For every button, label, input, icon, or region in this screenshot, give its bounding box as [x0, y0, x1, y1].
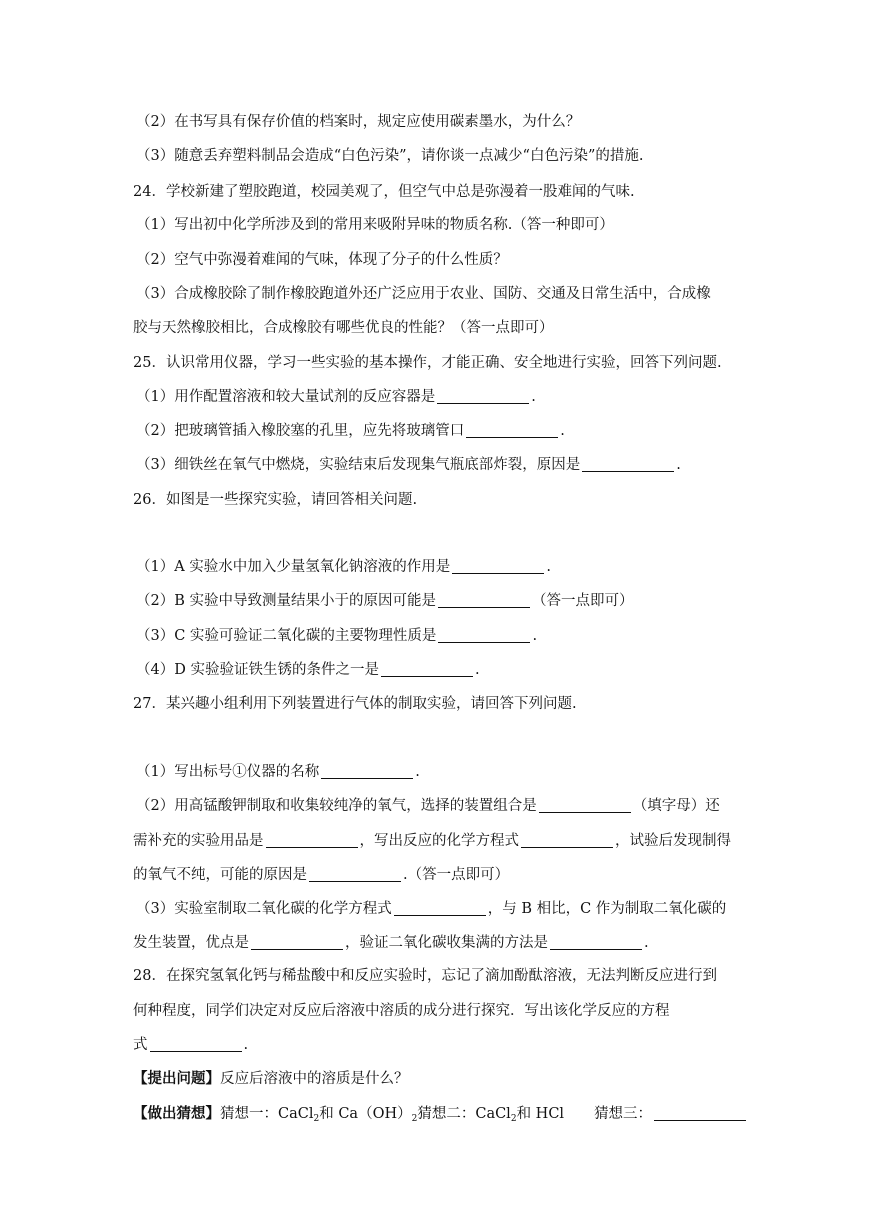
q25-part3-text: （3）细铁丝在氧气中燃烧，实验结束后发现集气瓶底部炸裂，原因是	[136, 457, 581, 473]
period: .	[532, 628, 538, 644]
answer-blank[interactable]	[309, 866, 401, 882]
q27-part3	[136, 899, 726, 919]
q26-part3	[136, 626, 537, 646]
answer-blank[interactable]	[466, 422, 558, 438]
period: .	[474, 662, 480, 678]
q25-part1-text: （1）用作配置溶液和较大量试剂的反应容器是	[136, 389, 436, 405]
q27-part3-text-a1: （3）实验室制取二氧化碳的化学方程式	[136, 901, 392, 917]
guess2-subscript: 2	[510, 1114, 517, 1124]
q27-part1	[136, 762, 420, 782]
q27-stem-text: 27．某兴趣小组利用下列装置进行气体的制取实验，请回答下列问题.	[133, 696, 577, 712]
guess1-subscript: 2	[313, 1114, 320, 1124]
q24-part1	[136, 215, 614, 235]
answer-blank[interactable]	[438, 627, 530, 643]
q24-part2	[136, 250, 508, 270]
q27-part3-text-b2: ，验证二氧化碳收集满的方法是	[345, 935, 548, 951]
q26-part1-text: （1）A 实验水中加入少量氢氧化钠溶液的作用是	[136, 559, 451, 575]
answer-blank[interactable]	[394, 900, 486, 916]
answer-blank[interactable]	[452, 558, 544, 574]
period: .	[531, 389, 536, 405]
q24-part3-cont	[133, 318, 554, 338]
section-label-guess: 【做出猜想】	[133, 1105, 220, 1122]
q26-part3-text: （3）C 实验可验证二氧化碳的主要物理性质是	[136, 628, 437, 644]
section-label-ask: 【提出问题】	[133, 1070, 220, 1087]
q25-stem-text: 25．认识常用仪器，学习一些实验的基本操作，才能正确、安全地进行实验，回答下列问题.	[133, 355, 722, 371]
q23-part2-text: （2）在书写具有保存价值的档案时，规定应使用碳素墨水，为什么？	[136, 114, 581, 130]
q27-part2-cont2	[133, 865, 509, 885]
q27-part2-text-b1: 需补充的实验用品是	[133, 833, 264, 849]
q25-part3	[136, 455, 681, 475]
q24-part1-text: （1）写出初中化学所涉及到的常用来吸附异味的物质名称.（答一种即可）	[136, 217, 614, 233]
guess1-text-a: 猜想一：CaCl	[220, 1106, 314, 1122]
guess2-text-a: 猜想二：CaCl	[417, 1106, 511, 1122]
q28-ask	[133, 1069, 409, 1089]
guess3-text: 猜想三：	[594, 1106, 653, 1122]
q27-part2	[136, 796, 720, 816]
guess1-text-b: 和 Ca（OH）	[319, 1106, 412, 1122]
answer-blank[interactable]	[654, 1105, 746, 1121]
q26-part2	[136, 591, 634, 611]
answer-blank[interactable]	[539, 797, 631, 813]
q25-part2	[136, 421, 565, 441]
period: .	[415, 764, 420, 780]
q26-stem-text: 26．如图是一些探究实验，请回答相关问题.	[133, 492, 418, 508]
q28-stem-text-a: 28．在探究氢氧化钙与稀盐酸中和反应实验时，忘记了滴加酚酞溶液，无法判断反应进行到	[133, 968, 717, 984]
q23-part3	[136, 146, 643, 166]
q23-part2	[136, 112, 580, 132]
q27-part2-text-c2: .（答一点即可）	[403, 867, 510, 883]
q27-part3-cont	[133, 933, 649, 953]
q27-part2-cont1	[133, 831, 731, 851]
answer-blank[interactable]	[251, 934, 343, 950]
q25-stem	[133, 353, 722, 373]
q25-part2-text: （2）把玻璃管插入橡胶塞的孔里，应先将玻璃管口	[136, 423, 465, 439]
q24-stem-text: 24．学校新建了塑胶跑道，校园美观了，但空气中总是弥漫着一股难闻的气味.	[133, 184, 635, 200]
answer-blank[interactable]	[521, 832, 613, 848]
q23-part3-text: （3）随意丢弃塑料制品会造成“白色污染”，请你谈一点减少“白色污染”的措施.	[136, 148, 644, 164]
q26-part4	[136, 660, 480, 680]
q27-part2-text-c1: 的氧气不纯，可能的原因是	[133, 867, 307, 883]
q26-part1	[136, 557, 551, 577]
q27-part1-text: （1）写出标号①仪器的名称	[136, 764, 320, 780]
answer-blank[interactable]	[266, 832, 358, 848]
q27-part3-text-b1: 发生装置，优点是	[133, 935, 249, 951]
period: .	[546, 559, 551, 575]
q26-part2-tail: （答一点即可）	[532, 593, 634, 609]
q24-part3-text-a: （3）合成橡胶除了制作橡胶跑道外还广泛应用于农业、国防、交通及日常生活中，合成橡	[136, 286, 711, 302]
q26-part4-text: （4）D 实验验证铁生锈的条件之一是	[136, 662, 379, 678]
answer-blank[interactable]	[381, 661, 473, 677]
guess1-subscript-2: 2	[411, 1114, 418, 1124]
q27-stem	[133, 694, 577, 714]
q24-part3-text-b: 胶与天然橡胶相比，合成橡胶有哪些优良的性能？（答一点即可）	[133, 320, 554, 336]
q24-stem	[133, 182, 635, 202]
q25-part1	[136, 387, 536, 407]
period: .	[243, 1037, 249, 1053]
answer-blank[interactable]	[582, 456, 674, 472]
q28-guess	[133, 1104, 748, 1129]
answer-blank[interactable]	[550, 934, 642, 950]
q28-ask-text: 反应后溶液中的溶质是什么？	[220, 1071, 409, 1087]
q27-part2-tail: （填字母）还	[632, 798, 720, 814]
q26-part2-text: （2）B 实验中导致测量结果小于的原因可能是	[136, 593, 436, 609]
q28-stem	[133, 966, 717, 986]
guess2-text-b: 和 HCl	[516, 1106, 565, 1122]
q24-part2-text: （2）空气中弥漫着难闻的气味，体现了分子的什么性质？	[136, 252, 508, 268]
period: .	[644, 935, 649, 951]
answer-blank[interactable]	[437, 388, 529, 404]
q28-stem-cont2	[133, 1035, 248, 1055]
q24-part3	[136, 284, 711, 304]
q26-stem	[133, 490, 417, 510]
q27-part2-text-b3: ，试验后发现制得	[615, 833, 731, 849]
q28-stem-text-b: 何种程度，同学们决定对反应后溶液中溶质的成分进行探究．写出该化学反应的方程	[133, 1003, 670, 1019]
q27-part2-text-a: （2）用高锰酸钾制取和收集较纯净的氧气，选择的装置组合是	[136, 798, 537, 814]
q28-stem-text-c: 式	[133, 1037, 148, 1053]
answer-blank[interactable]	[150, 1036, 242, 1052]
period: .	[560, 423, 565, 439]
answer-blank[interactable]	[321, 763, 413, 779]
answer-blank[interactable]	[438, 592, 530, 608]
q27-part2-text-b2: ，写出反应的化学方程式	[359, 833, 519, 849]
period: .	[676, 457, 681, 473]
q27-part3-text-a2: ，与 B 相比，C 作为制取二氧化碳的	[487, 901, 727, 917]
q28-stem-cont1	[133, 1001, 670, 1021]
